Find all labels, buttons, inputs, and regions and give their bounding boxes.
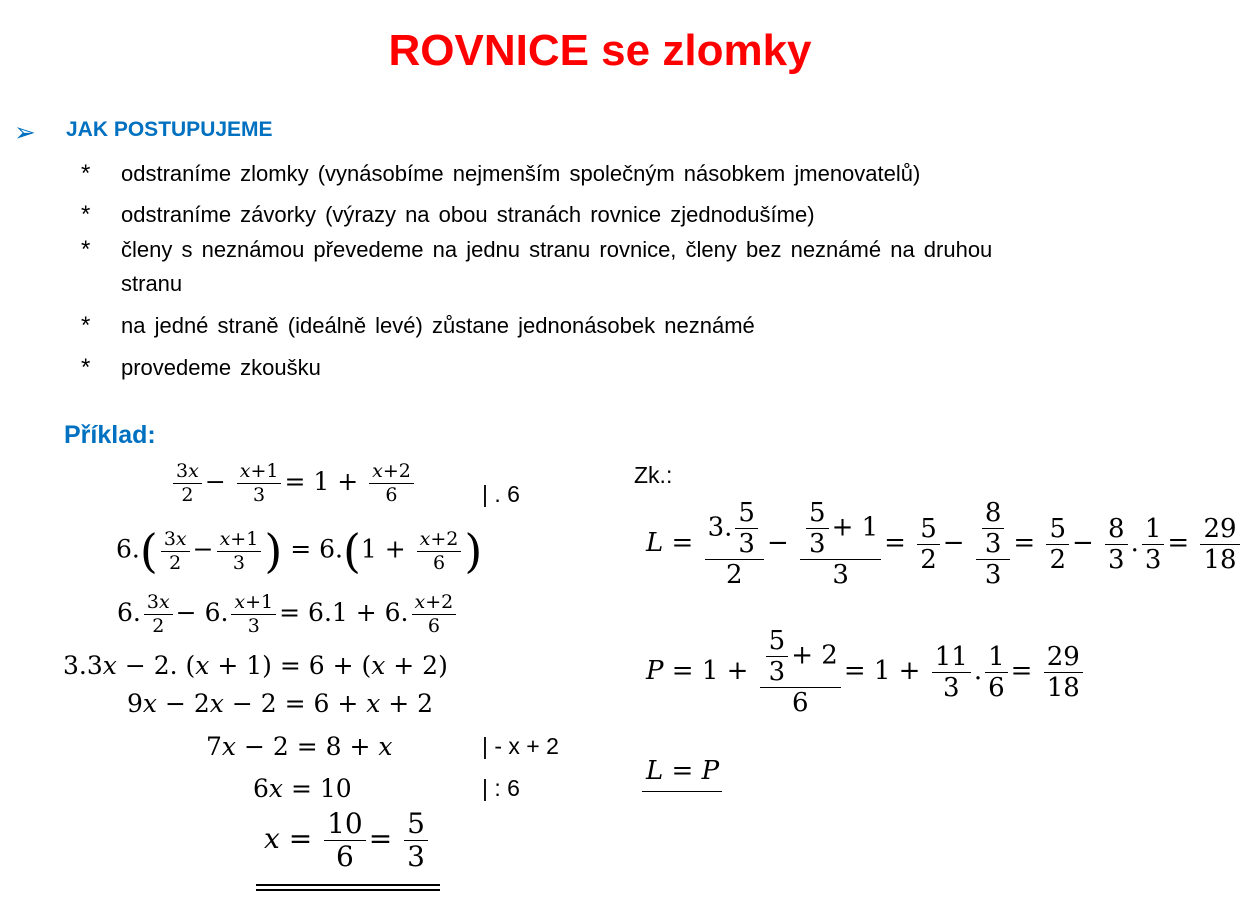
arrow-bullet-icon: ➢ bbox=[14, 117, 36, 147]
check-heading: Zk.: bbox=[634, 462, 673, 488]
check-left-side: L = 3. $\frac{5}{3}$ 2 − $\frac{5}{3}$ + 1 3 = $\frac{5}{2}$ − $\frac{\frac{8}{3}}{3}$ = $\frac{5}{2}$ − $\frac{8}{3}$ . $\frac{1}{3}$ = $\frac{29}{18}$ bbox=[646, 500, 1243, 588]
bullet-item-3: členy s neznámou převedeme na jednu stranu rovnice, členy bez neznámé na druhou bbox=[121, 237, 993, 262]
bullet-star-icon: * bbox=[81, 354, 91, 381]
equation-result: x = $\frac{10}{6}$ = $\frac{5}{3}$ bbox=[264, 810, 431, 871]
equation-step-3: 6. $\frac{3x}{2}$ − 6. $\frac{x+1}{3}$ = 6.1 + 6. $\frac{x+2}{6}$ bbox=[117, 593, 459, 636]
bullet-star-icon: * bbox=[81, 236, 91, 263]
equation-step-1: $\frac{3x}{2}$ − $\frac{x+1}{3}$ = 1 + $\frac{x+2}{6}$ bbox=[170, 462, 417, 505]
result-double-underline bbox=[256, 884, 440, 891]
bullet-item-1: odstraníme zlomky (vynásobíme nejmenším společným násobkem jmenovatelů) bbox=[121, 161, 921, 186]
equation-step-2: 6.( $\frac{3x}{2}$ − $\frac{x+1}{3}$ ) = 6.(1 + $\frac{x+2}{6}$ ) bbox=[116, 524, 483, 578]
equation-step-6: 7x − 2 = 8 + x bbox=[206, 732, 393, 761]
bullet-item-5: provedeme zkoušku bbox=[121, 355, 321, 380]
page-title: ROVNICE se zlomky bbox=[388, 26, 812, 75]
operation-note-2: | - x + 2 bbox=[482, 733, 559, 759]
bullet-star-icon: * bbox=[81, 201, 91, 228]
check-conclusion: L = P bbox=[646, 756, 720, 786]
conclusion-underline bbox=[642, 791, 722, 792]
bullet-star-icon: * bbox=[81, 160, 91, 187]
operation-note-1: | . 6 bbox=[482, 481, 520, 507]
bullet-item-3-continued: stranu bbox=[121, 271, 183, 296]
equation-step-5: 9x − 2x − 2 = 6 + x + 2 bbox=[127, 689, 434, 718]
example-heading: Příklad: bbox=[64, 421, 156, 449]
equation-step-4: 3.3x − 2. (x + 1) = 6 + (x + 2) bbox=[63, 651, 448, 680]
section-heading: JAK POSTUPUJEME bbox=[66, 118, 273, 141]
bullet-item-2: odstraníme závorky (výrazy na obou stranách rovnice zjednodušíme) bbox=[121, 202, 815, 227]
operation-note-3: | : 6 bbox=[482, 775, 520, 801]
bullet-item-4: na jedné straně (ideálně levé) zůstane jednonásobek neznámé bbox=[121, 313, 755, 338]
equation-step-7: 6x = 10 bbox=[253, 774, 352, 803]
bullet-star-icon: * bbox=[81, 312, 91, 339]
check-right-side: P = 1 + $\frac{5}{3}$ + 2 6 = 1 + $\frac{11}{3}$ . $\frac{1}{6}$ = $\frac{29}{18}$ bbox=[646, 628, 1086, 716]
